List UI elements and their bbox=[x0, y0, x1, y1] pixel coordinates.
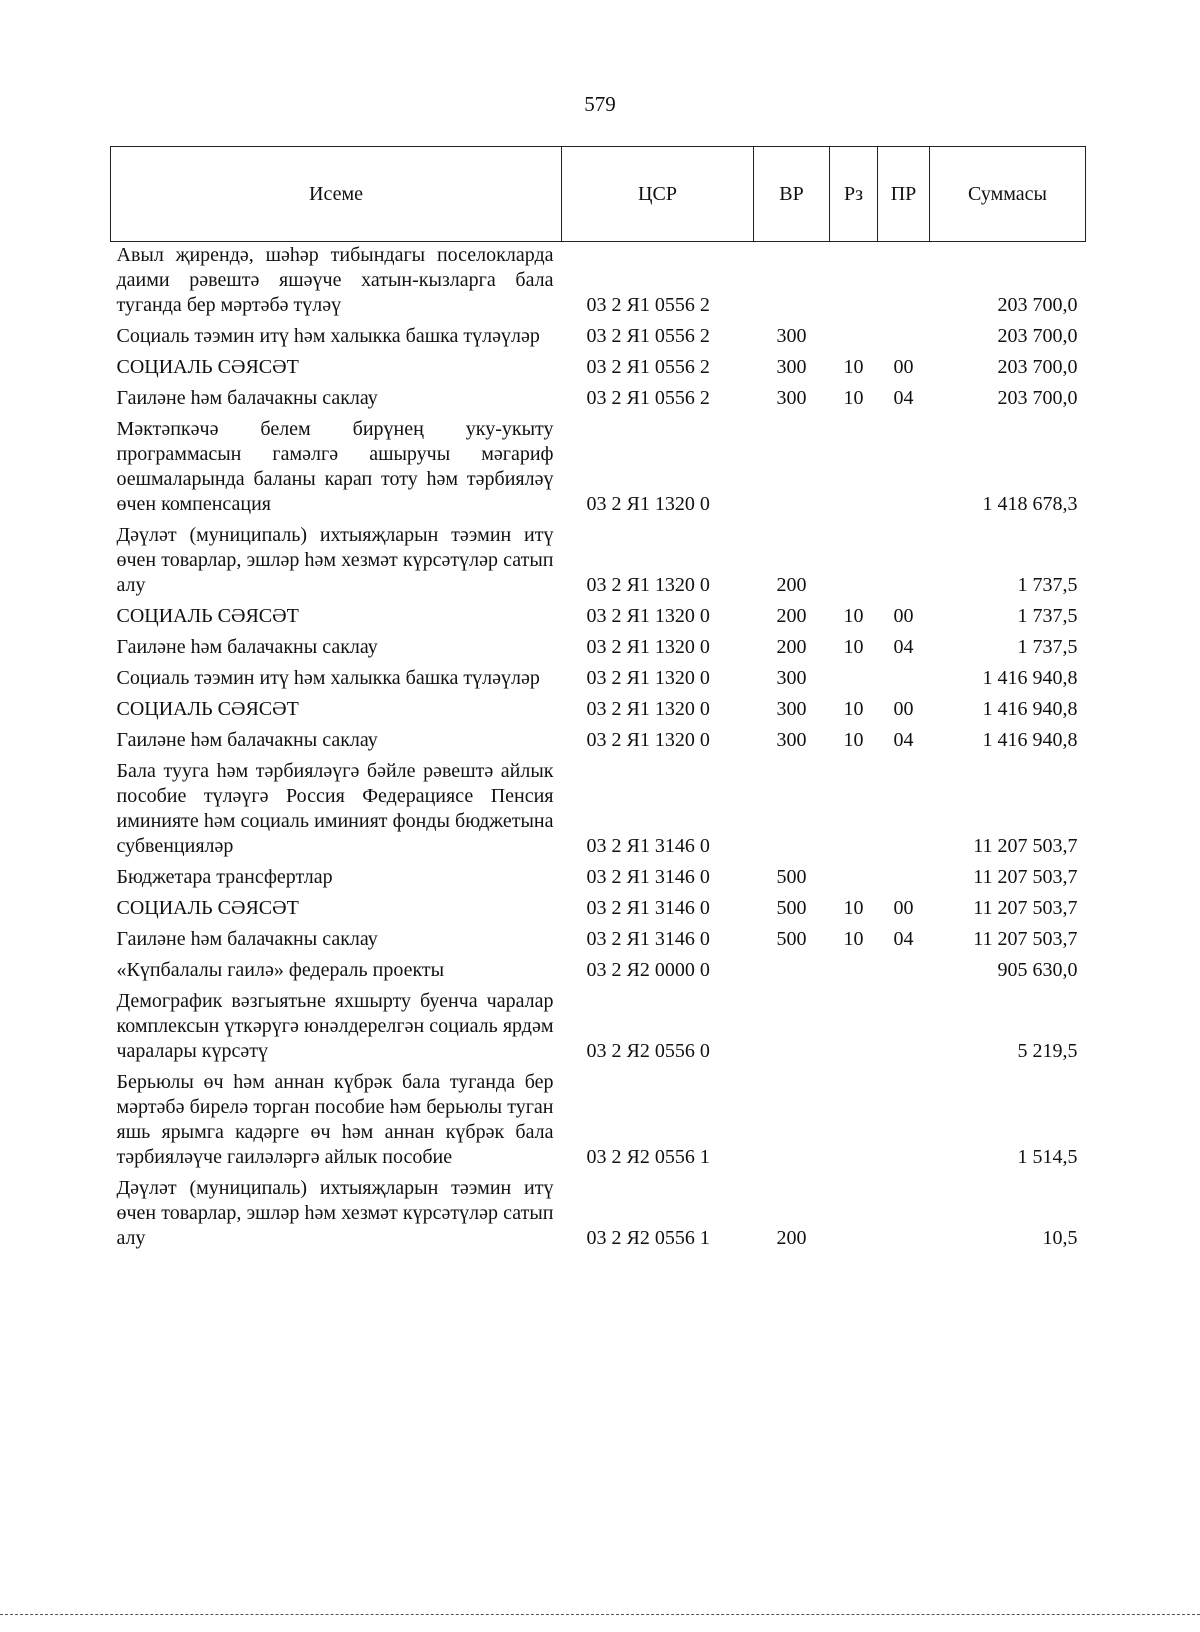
table-row bbox=[111, 955, 1086, 986]
cell-sum: 203 700,0 bbox=[997, 294, 1078, 316]
cell-rz bbox=[830, 414, 878, 520]
cell-name: СОЦИАЛЬ СӘЯСӘТ bbox=[116, 897, 299, 919]
cell-vr bbox=[754, 414, 830, 520]
cell-sum: 1 737,5 bbox=[1017, 636, 1078, 658]
cell-sum: 905 630,0 bbox=[997, 959, 1078, 981]
cell-pr bbox=[878, 242, 930, 322]
cell-pr bbox=[878, 1173, 930, 1254]
bottom-rule bbox=[0, 1614, 1200, 1615]
cell-csr: 03 2 Я1 1320 0 bbox=[586, 729, 710, 751]
cell-name: Социаль тәэмин итү һәм халыкка башка түләүләр bbox=[116, 667, 540, 689]
table-row bbox=[111, 1173, 1086, 1254]
cell-pr: 00 bbox=[893, 356, 914, 378]
cell-pr bbox=[878, 321, 930, 352]
cell-name: «Күпбалалы гаилә» федераль проекты bbox=[116, 959, 445, 981]
cell-name: Гаиләне һәм балачакны саклау bbox=[116, 928, 378, 950]
table-row bbox=[111, 663, 1086, 694]
cell-name: Бюджетара трансфертлар bbox=[116, 866, 333, 888]
cell-vr: 300 bbox=[776, 356, 807, 378]
table-row bbox=[111, 924, 1086, 955]
cell-name: Бала туугa һәм тәрбияләүгә бәйле рәвештә айлык пособие түләүгә Россия Федерациясе Пенсия иминияте һәм социаль иминият фонды бюджетына субвенцияләр bbox=[116, 760, 554, 857]
cell-sum: 1 418 678,3 bbox=[982, 493, 1078, 515]
cell-rz bbox=[830, 955, 878, 986]
cell-csr: 03 2 Я1 3146 0 bbox=[586, 866, 710, 888]
cell-rz: 10 bbox=[843, 356, 864, 378]
cell-rz bbox=[830, 321, 878, 352]
cell-sum: 1 416 940,8 bbox=[982, 729, 1078, 751]
cell-sum: 11 207 503,7 bbox=[973, 897, 1078, 919]
cell-rz: 10 bbox=[843, 605, 864, 627]
cell-csr: 03 2 Я2 0000 0 bbox=[586, 959, 710, 981]
table-row bbox=[111, 756, 1086, 862]
cell-pr bbox=[878, 955, 930, 986]
cell-vr: 200 bbox=[776, 605, 807, 627]
cell-name: Мәктәпкәчә белем бирүнең уку-укыту программасын гамәлгә ашыручы мәгариф оешмаларында баланы карап тоту һәм тәрбияләү өчен компенсация bbox=[116, 418, 554, 515]
cell-name: Социаль тәэмин итү һәм халыкка башка түләүләр bbox=[116, 325, 540, 347]
cell-name: Авыл җирендә, шәһәр тибындагы поселокларда даими рәвештә яшәүче хатын-кызларга бала туганда бер мәртәбә түләү bbox=[116, 244, 554, 316]
cell-vr: 300 bbox=[776, 698, 807, 720]
cell-vr bbox=[754, 1067, 830, 1173]
cell-csr: 03 2 Я1 3146 0 bbox=[586, 928, 710, 950]
cell-sum: 1 416 940,8 bbox=[982, 698, 1078, 720]
cell-sum: 203 700,0 bbox=[997, 356, 1078, 378]
cell-vr: 200 bbox=[776, 636, 807, 658]
cell-name: Гаиләне һәм балачакны саклау bbox=[116, 729, 378, 751]
cell-sum: 1 514,5 bbox=[1017, 1146, 1078, 1168]
cell-pr: 00 bbox=[893, 698, 914, 720]
table-row bbox=[111, 321, 1086, 352]
cell-vr: 500 bbox=[776, 897, 807, 919]
cell-rz: 10 bbox=[843, 928, 864, 950]
cell-sum: 1 416 940,8 bbox=[982, 667, 1078, 689]
cell-sum: 1 737,5 bbox=[1017, 605, 1078, 627]
cell-rz bbox=[830, 520, 878, 601]
table-row bbox=[111, 414, 1086, 520]
cell-pr: 04 bbox=[893, 387, 914, 409]
cell-pr bbox=[878, 862, 930, 893]
header-rz: Рз bbox=[830, 147, 878, 242]
cell-csr: 03 2 Я1 1320 0 bbox=[586, 636, 710, 658]
cell-pr: 00 bbox=[893, 605, 914, 627]
cell-name: Берьюлы өч һәм аннан күбрәк бала туганда бер мәртәбә бирелә торган пособие һәм берьюлы туган яшь ярымга кадәрге өч һәм аннан күбрәк бала тәрбияләүче гаиләләргә айлык пособие bbox=[116, 1071, 554, 1168]
cell-name: Дәүләт (муниципаль) ихтыяҗларын тәэмин итү өчен товарлар, эшләр һәм хезмәт күрсәтүләр сатып алу bbox=[116, 1177, 554, 1249]
table-row bbox=[111, 242, 1086, 322]
cell-sum: 1 737,5 bbox=[1017, 574, 1078, 596]
cell-name: Гаиләне һәм балачакны саклау bbox=[116, 387, 378, 409]
cell-rz bbox=[830, 1173, 878, 1254]
page-number: 579 bbox=[584, 92, 616, 116]
cell-vr bbox=[754, 756, 830, 862]
cell-csr: 03 2 Я1 1320 0 bbox=[586, 493, 710, 515]
cell-vr bbox=[754, 242, 830, 322]
cell-vr: 300 bbox=[776, 667, 807, 689]
cell-pr bbox=[878, 663, 930, 694]
cell-csr: 03 2 Я1 0556 2 bbox=[586, 325, 710, 347]
cell-sum: 203 700,0 bbox=[997, 387, 1078, 409]
cell-rz: 10 bbox=[843, 636, 864, 658]
cell-pr bbox=[878, 414, 930, 520]
budget-table bbox=[110, 146, 1086, 1254]
cell-rz bbox=[830, 862, 878, 893]
header-pr: ПР bbox=[878, 147, 930, 242]
cell-sum: 11 207 503,7 bbox=[973, 928, 1078, 950]
table-body bbox=[111, 242, 1086, 1255]
cell-rz bbox=[830, 242, 878, 322]
header-vr: ВР bbox=[754, 147, 830, 242]
cell-csr: 03 2 Я2 0556 1 bbox=[586, 1146, 710, 1168]
cell-name: Дәүләт (муниципаль) ихтыяҗларын тәэмин итү өчен товарлар, эшләр һәм хезмәт күрсәтүләр сатып алу bbox=[116, 524, 554, 596]
header-sum: Суммасы bbox=[930, 147, 1086, 242]
cell-pr bbox=[878, 520, 930, 601]
cell-name: Демографик вәзгыятьне яхшырту буенча чаралар комплексын үткәрүгә юнәлдерелгән социаль ярдәм чаралары күрсәтү bbox=[116, 990, 554, 1062]
cell-csr: 03 2 Я2 0556 0 bbox=[586, 1040, 710, 1062]
cell-csr: 03 2 Я1 1320 0 bbox=[586, 667, 710, 689]
cell-vr: 300 bbox=[776, 387, 807, 409]
cell-vr bbox=[754, 955, 830, 986]
cell-sum: 5 219,5 bbox=[1017, 1040, 1078, 1062]
cell-rz bbox=[830, 1067, 878, 1173]
cell-name: СОЦИАЛЬ СӘЯСӘТ bbox=[116, 698, 299, 720]
cell-name: Гаиләне һәм балачакны саклау bbox=[116, 636, 378, 658]
cell-rz: 10 bbox=[843, 897, 864, 919]
cell-csr: 03 2 Я1 1320 0 bbox=[586, 574, 710, 596]
table-row bbox=[111, 862, 1086, 893]
table-row bbox=[111, 520, 1086, 601]
cell-csr: 03 2 Я1 0556 2 bbox=[586, 294, 710, 316]
cell-rz bbox=[830, 756, 878, 862]
table-row bbox=[111, 383, 1086, 414]
cell-pr bbox=[878, 986, 930, 1067]
cell-sum: 10,5 bbox=[1042, 1227, 1078, 1249]
cell-vr bbox=[754, 986, 830, 1067]
cell-csr: 03 2 Я1 3146 0 bbox=[586, 835, 710, 857]
cell-vr: 500 bbox=[776, 866, 807, 888]
cell-csr: 03 2 Я1 3146 0 bbox=[586, 897, 710, 919]
cell-csr: 03 2 Я2 0556 1 bbox=[586, 1227, 710, 1249]
cell-pr: 04 bbox=[893, 928, 914, 950]
cell-pr: 04 bbox=[893, 729, 914, 751]
table-row bbox=[111, 352, 1086, 383]
cell-vr: 200 bbox=[776, 574, 807, 596]
table-row bbox=[111, 694, 1086, 725]
cell-csr: 03 2 Я1 1320 0 bbox=[586, 605, 710, 627]
cell-name: СОЦИАЛЬ СӘЯСӘТ bbox=[116, 605, 299, 627]
table-row bbox=[111, 601, 1086, 632]
cell-sum: 11 207 503,7 bbox=[973, 835, 1078, 857]
table-row bbox=[111, 725, 1086, 756]
table-header bbox=[111, 147, 1086, 242]
cell-vr: 200 bbox=[776, 1227, 807, 1249]
cell-sum: 203 700,0 bbox=[997, 325, 1078, 347]
table-row bbox=[111, 893, 1086, 924]
header-csr: ЦСР bbox=[562, 147, 754, 242]
cell-csr: 03 2 Я1 0556 2 bbox=[586, 356, 710, 378]
cell-vr: 300 bbox=[776, 729, 807, 751]
cell-csr: 03 2 Я1 1320 0 bbox=[586, 698, 710, 720]
table-row bbox=[111, 986, 1086, 1067]
table-row bbox=[111, 632, 1086, 663]
cell-rz bbox=[830, 663, 878, 694]
cell-vr: 500 bbox=[776, 928, 807, 950]
table-row bbox=[111, 1067, 1086, 1173]
header-name: Исеме bbox=[111, 147, 562, 242]
cell-sum: 11 207 503,7 bbox=[973, 866, 1078, 888]
cell-rz: 10 bbox=[843, 387, 864, 409]
cell-pr bbox=[878, 756, 930, 862]
cell-name: СОЦИАЛЬ СӘЯСӘТ bbox=[116, 356, 299, 378]
cell-rz bbox=[830, 986, 878, 1067]
cell-rz: 10 bbox=[843, 698, 864, 720]
cell-pr bbox=[878, 1067, 930, 1173]
cell-vr: 300 bbox=[776, 325, 807, 347]
cell-pr: 04 bbox=[893, 636, 914, 658]
cell-rz: 10 bbox=[843, 729, 864, 751]
cell-csr: 03 2 Я1 0556 2 bbox=[586, 387, 710, 409]
cell-pr: 00 bbox=[893, 897, 914, 919]
